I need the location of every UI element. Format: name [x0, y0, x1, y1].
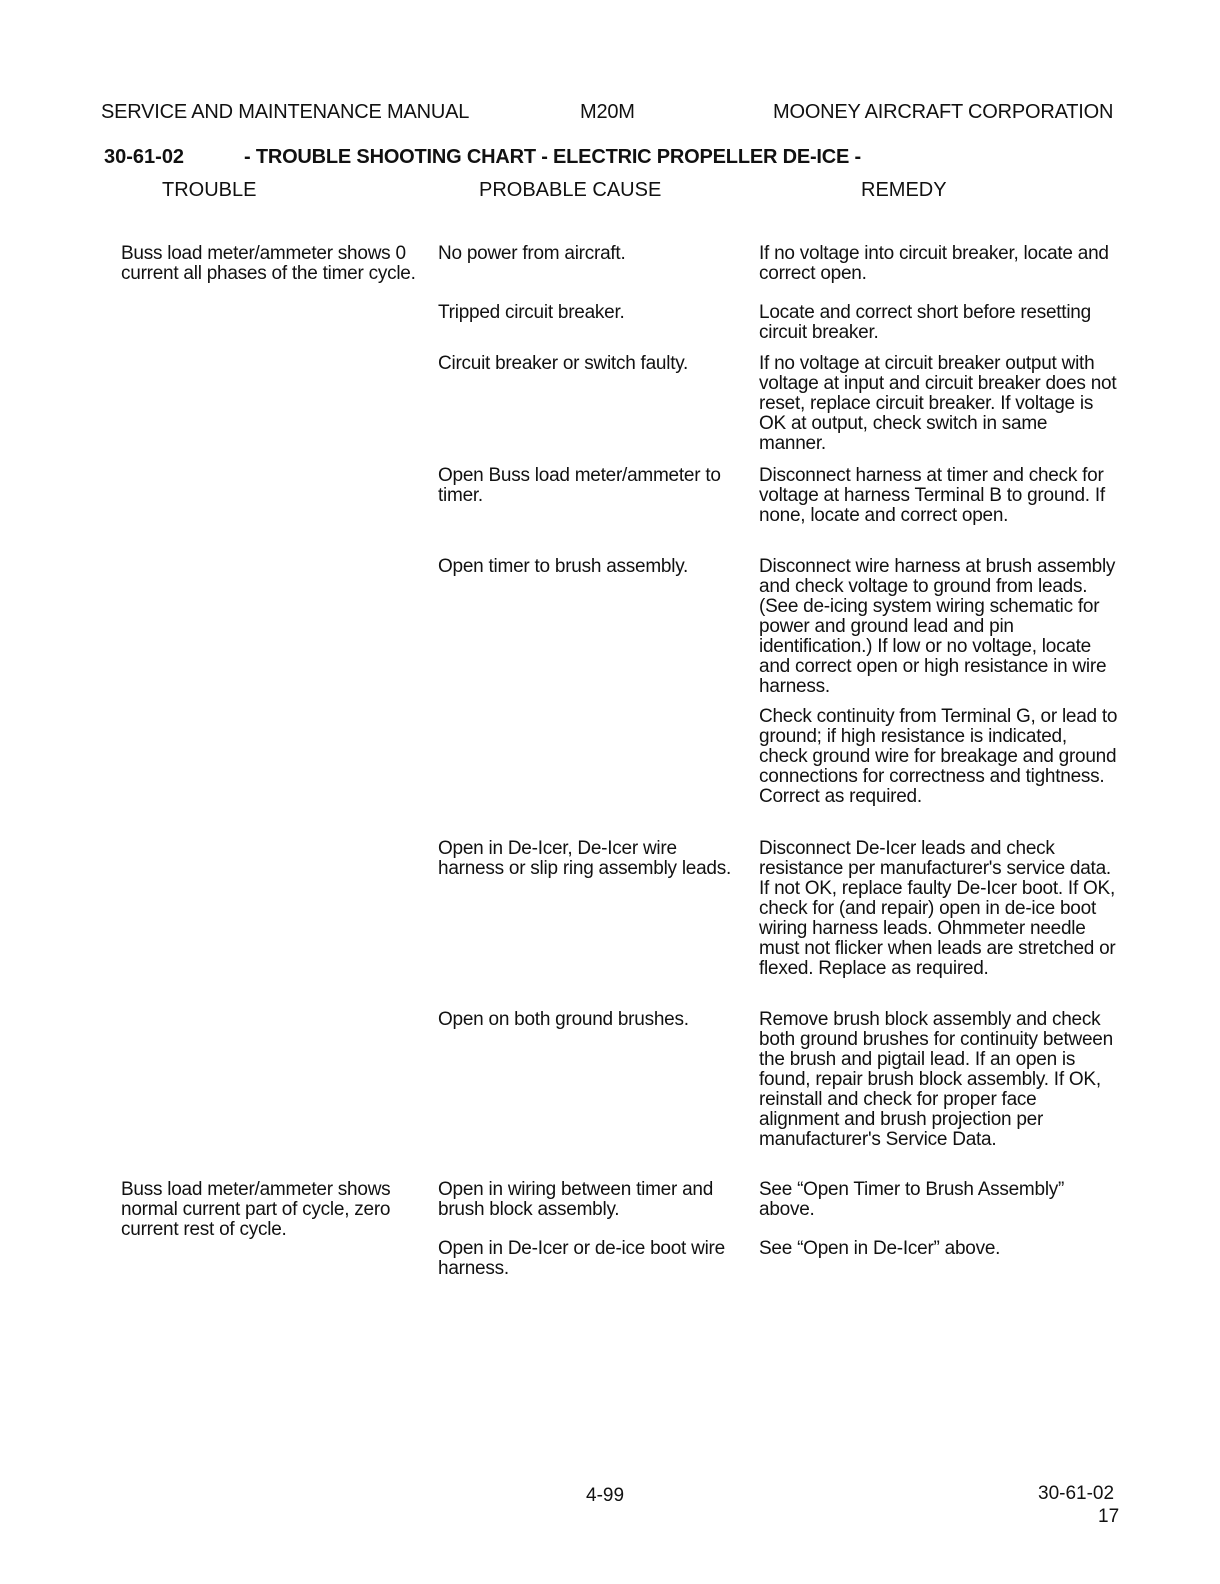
remedy-cell: Remove brush block assembly and check both ground brushes for continuity between the brush and pigtail lead. If an open is found, repair brush block assembly. If OK, reinstall and check for proper face alignment and brush projection per manufacturer's Service Data. — [759, 1009, 1113, 1150]
cause-cell: Open in De-Icer or de-ice boot wire harness. — [438, 1238, 725, 1279]
trouble-cell: Buss load meter/ammeter shows normal current part of cycle, zero current rest of cycle. — [121, 1179, 391, 1240]
trouble-cell: Buss load meter/ammeter shows 0 current all phases of the timer cycle. — [121, 243, 416, 284]
cause-cell: No power from aircraft. — [438, 243, 626, 264]
cause-cell: Open Buss load meter/ammeter to timer. — [438, 465, 721, 506]
cause-cell: Open on both ground brushes. — [438, 1009, 689, 1030]
section-number: 30-61-02 — [104, 146, 185, 168]
cause-cell: Circuit breaker or switch faulty. — [438, 353, 689, 374]
remedy-cell: See “Open Timer to Brush Assembly” above. — [759, 1179, 1065, 1220]
cause-cell: Open in wiring between timer and brush block assembly. — [438, 1179, 714, 1220]
cause-cell: Open in De-Icer, De-Icer wire harness or slip ring assembly leads. — [438, 838, 732, 879]
remedy-cell: Disconnect De-Icer leads and check resistance per manufacturer's service data. If not OK, replace faulty De-Icer boot. If OK, check for (and repair) open in de-ice boot wiring harness leads. Ohmmeter needle must not flicker when leads are stretched or flexed. Replace as required. — [759, 838, 1116, 979]
footer-section-ref: 30-61-02 — [1038, 1483, 1115, 1504]
remedy-cell: Check continuity from Terminal G, or lead to ground; if high resistance is indicated, check ground wire for breakage and ground connections for correctness and tightness. Correct as required. — [759, 706, 1118, 807]
remedy-cell: If no voltage into circuit breaker, locate and correct open. — [759, 243, 1109, 284]
remedy-cell: Disconnect harness at timer and check for voltage at harness Terminal B to ground. If none, locate and correct open. — [759, 465, 1105, 526]
column-header-cause: PROBABLE CAUSE — [479, 179, 662, 201]
footer-revision: 17 — [1098, 1506, 1120, 1527]
section-title: - TROUBLE SHOOTING CHART - ELECTRIC PROPELLER DE-ICE - — [244, 146, 861, 168]
header-model: M20M — [580, 101, 635, 123]
remedy-cell: Disconnect wire harness at brush assembly and check voltage to ground from leads. (See de-icing system wiring schematic for power and ground lead and pin identification.) If low or no voltage, locate and correct open or high resistance in wire harness. — [759, 556, 1116, 697]
remedy-cell: If no voltage at circuit breaker output with voltage at input and circuit breaker does not reset, replace circuit breaker. If voltage is OK at output, check switch in same manner. — [759, 353, 1117, 454]
remedy-cell: Locate and correct short before resetting circuit breaker. — [759, 302, 1091, 343]
column-header-remedy: REMEDY — [861, 179, 947, 201]
cause-cell: Tripped circuit breaker. — [438, 302, 625, 323]
header-company: MOONEY AIRCRAFT CORPORATION — [773, 101, 1114, 123]
column-header-trouble: TROUBLE — [162, 179, 257, 201]
header-manual-title: SERVICE AND MAINTENANCE MANUAL — [101, 101, 470, 123]
cause-cell: Open timer to brush assembly. — [438, 556, 689, 577]
page-number: 4-99 — [586, 1485, 625, 1506]
remedy-cell: See “Open in De-Icer” above. — [759, 1238, 1001, 1259]
